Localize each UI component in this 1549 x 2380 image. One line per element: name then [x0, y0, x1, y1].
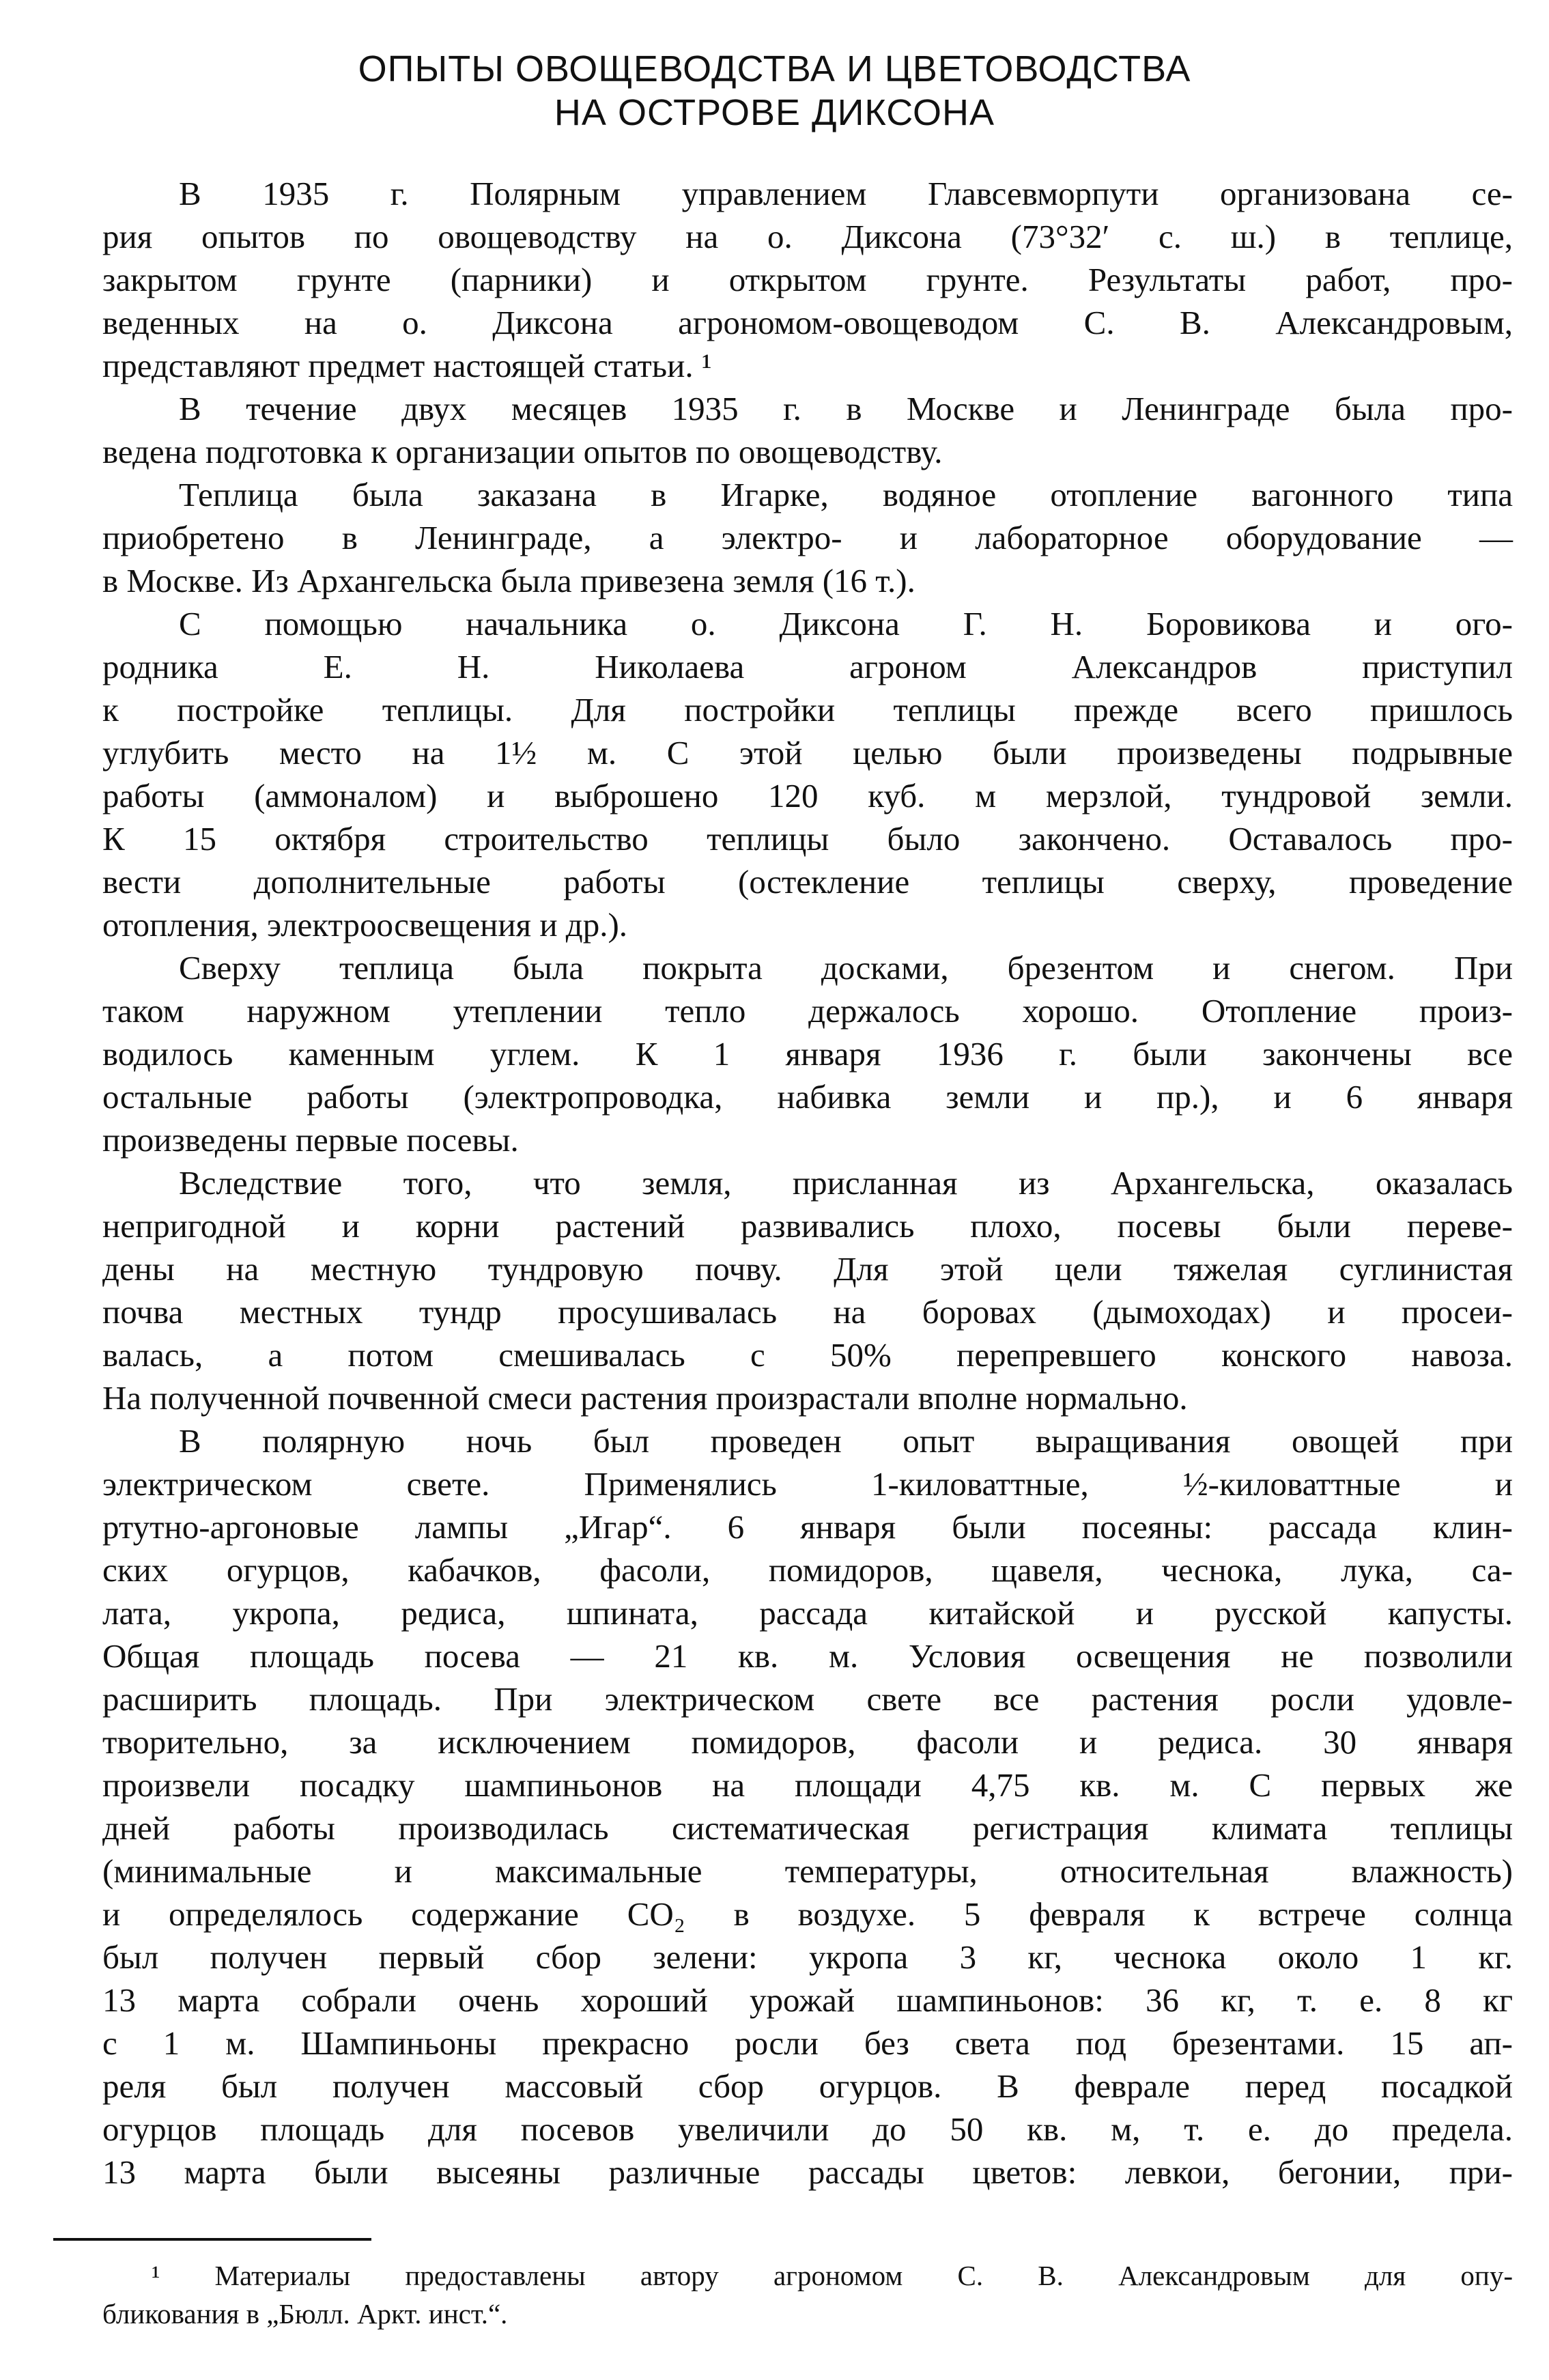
- text-line: почва местных тундр просушивалась на боровах (дымоходах) и просеи-: [102, 1293, 1513, 1331]
- text-line: 13 марта были высеяны различные рассады цветов: левкои, бегонии, при-: [102, 2153, 1513, 2191]
- text-line: произведены первые посевы.: [102, 1121, 519, 1159]
- text-line: дней работы производилась систематическая регистрация климата теплицы: [102, 1809, 1513, 1847]
- footnote-line: ¹ Материалы предоставлены автору агрономом С. В. Александровым для опу-: [152, 2260, 1513, 2291]
- article-title-line-2: НА ОСТРОВЕ ДИКСОНА: [554, 92, 995, 133]
- text-line: Теплица была заказана в Игарке, водяное отопление вагонного типа: [179, 476, 1513, 513]
- text-line: рия опытов по овощеводству на о. Диксона (73°32′ с. ш.) в теплице,: [102, 218, 1513, 255]
- text-line: огурцов площадь для посевов увеличили до 50 кв. м, т. е. до предела.: [102, 2110, 1513, 2148]
- paragraph: [102, 946, 1513, 1161]
- text-line: представляют предмет настоящей статьи. ¹: [102, 347, 712, 384]
- text-line: Вследствие того, что земля, присланная из Архангельска, оказалась: [179, 1164, 1513, 1202]
- text-line: родника Е. Н. Николаева агроном Александров приступил: [102, 648, 1513, 685]
- text-line: творительно, за исключением помидоров, фасоли и редиса. 30 января: [102, 1723, 1513, 1761]
- text-line: вести дополнительные работы (остекление теплицы сверху, проведение: [102, 863, 1513, 901]
- text-line: остальные работы (электропроводка, набивка земли и пр.), и 6 января: [102, 1078, 1513, 1116]
- text-line: 13 марта собрали очень хороший урожай шампиньонов: 36 кг, т. е. 8 кг: [102, 1981, 1513, 2019]
- paragraph: [102, 602, 1513, 946]
- paragraph: [102, 1161, 1513, 1419]
- article-body: [102, 172, 1513, 2194]
- text-line: В 1935 г. Полярным управлением Главсевморпути организована се-: [179, 175, 1513, 212]
- text-line: реля был получен массовый сбор огурцов. В феврале перед посадкой: [102, 2067, 1513, 2105]
- text-line: расширить площадь. При электрическом свете все растения росли удовле-: [102, 1680, 1513, 1718]
- paragraph: [102, 473, 1513, 602]
- paragraph: [102, 387, 1513, 473]
- text-line: На полученной почвенной смеси растения произрастали вполне нормально.: [102, 1379, 1188, 1417]
- paragraph: [102, 1419, 1513, 2194]
- text-line: веденных на о. Диксона агрономом-овощеводом С. В. Александровым,: [102, 304, 1513, 341]
- text-line: С помощью начальника о. Диксона Г. Н. Боровикова и ого-: [179, 605, 1513, 642]
- footnote: [102, 2256, 1513, 2333]
- text-line: Сверху теплица была покрыта досками, брезентом и снегом. При: [179, 949, 1513, 987]
- text-line: дены на местную тундровую почву. Для этой цели тяжелая суглинистая: [102, 1250, 1513, 1288]
- text-line: к постройке теплицы. Для постройки теплицы прежде всего пришлось: [102, 691, 1513, 728]
- footnote-separator: [53, 2238, 371, 2241]
- text-line: закрытом грунте (парники) и открытом грунте. Результаты работ, про-: [102, 261, 1513, 298]
- text-line: К 15 октября строительство теплицы было закончено. Оставалось про-: [102, 820, 1513, 858]
- text-line: ртутно-аргоновые лампы „Игар“. 6 января были посеяны: рассада клин-: [102, 1508, 1513, 1546]
- text-line: в Москве. Из Архангельска была привезена земля (16 т.).: [102, 562, 915, 599]
- text-line: произвели посадку шампиньонов на площади 4,75 кв. м. С первых же: [102, 1766, 1513, 1804]
- text-line: лата, укропа, редиса, шпината, рассада китайской и русской капусты.: [102, 1594, 1513, 1632]
- text-line: ведена подготовка к организации опытов по овощеводству.: [102, 433, 943, 470]
- article-title-line-1: ОПЫТЫ ОВОЩЕВОДСТВА И ЦВЕТОВОДСТВА: [358, 48, 1191, 89]
- text-line: ских огурцов, кабачков, фасоли, помидоров, щавеля, чеснока, лука, са-: [102, 1551, 1513, 1589]
- text-line: таком наружном утеплении тепло держалось хорошо. Отопление произ-: [102, 992, 1513, 1030]
- text-line: отопления, электроосвещения и др.).: [102, 906, 628, 944]
- paragraph: [102, 172, 1513, 387]
- text-line: В течение двух месяцев 1935 г. в Москве и Ленинграде была про-: [179, 390, 1513, 427]
- text-line: углубить место на 1½ м. С этой целью были произведены подрывные: [102, 734, 1513, 771]
- text-line: В полярную ночь был проведен опыт выращивания овощей при: [179, 1422, 1513, 1460]
- text-line: водилось каменным углем. К 1 января 1936 г. были закончены все: [102, 1035, 1513, 1073]
- text-line: и определялось содержание CO₂ в воздухе. 5 февраля к встрече солнца: [102, 1895, 1513, 1933]
- text-line: приобретено в Ленинграде, а электро- и лабораторное оборудование —: [102, 519, 1513, 556]
- text-line: с 1 м. Шампиньоны прекрасно росли без света под брезентами. 15 ап-: [102, 2024, 1513, 2062]
- text-line: работы (аммоналом) и выброшено 120 куб. м мерзлой, тундровой земли.: [102, 777, 1513, 814]
- text-line: электрическом свете. Применялись 1-киловаттные, ½-киловаттные и: [102, 1465, 1513, 1503]
- text-line: непригодной и корни растений развивались плохо, посевы были переве-: [102, 1207, 1513, 1245]
- text-line: (минимальные и максимальные температуры, относительная влажность): [102, 1852, 1513, 1890]
- text-line: был получен первый сбор зелени: укропа 3 кг, чеснока около 1 кг.: [102, 1938, 1513, 1976]
- text-line: Общая площадь посева — 21 кв. м. Условия освещения не позволили: [102, 1637, 1513, 1675]
- footnote-line: бликования в „Бюлл. Аркт. инст.“.: [102, 2298, 508, 2329]
- text-line: валась, а потом смешивалась с 50% перепревшего конского навоза.: [102, 1336, 1513, 1374]
